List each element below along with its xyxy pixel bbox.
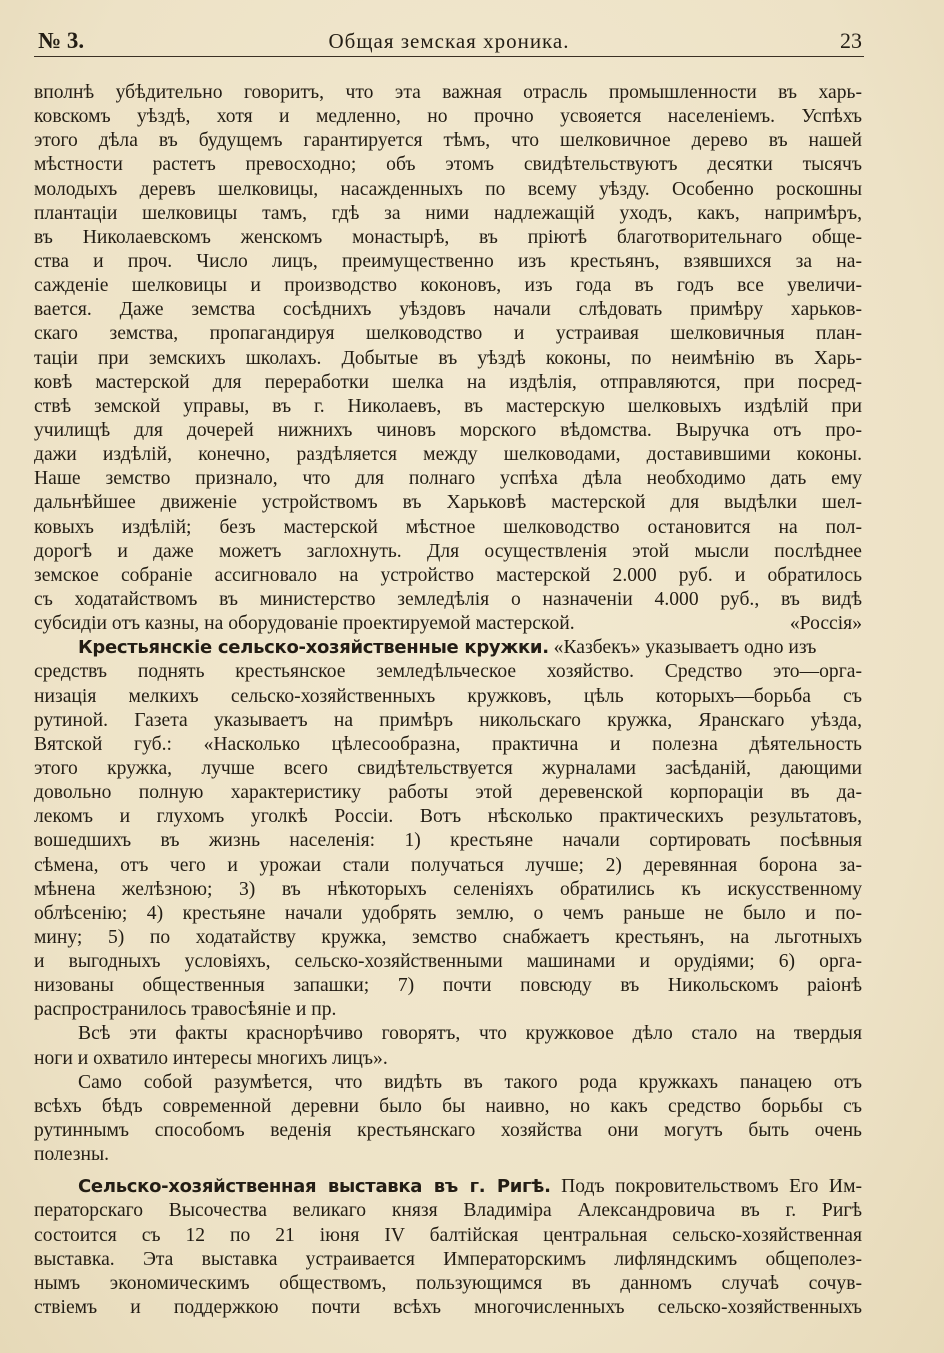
- text-line: ства и проч. Число лицъ, преимущественно изъ крестьянъ, взявшихся за на-: [34, 250, 862, 272]
- text-line: полезны.: [34, 1144, 110, 1166]
- page-header: [34, 26, 864, 57]
- text-line: дорогѣ и даже можетъ заглохнуть. Для осуществленія этой мысли послѣднее: [34, 540, 862, 562]
- text-line: выставка. Эта выставка устраивается Императорскимъ лифляндскимъ общеполез-: [34, 1248, 862, 1270]
- text-line: лекомъ и глухомъ уголкѣ Россіи. Вотъ нѣсколько практическихъ результатовъ,: [34, 806, 862, 828]
- text-line: Вятской губ.: «Насколько цѣлесообразна, практична и полезна дѣятельность: [34, 733, 862, 755]
- text-line: таціи при земскихъ школахъ. Добытые въ уѣздѣ коконы, по неимѣнію въ Харь-: [34, 347, 862, 369]
- section-gap: [34, 1167, 862, 1175]
- text-line: рутиной. Газета указываетъ на примѣръ никольскаго кружка, Яранскаго уѣзда,: [34, 709, 862, 731]
- section-first-line: [34, 1175, 862, 1199]
- text-line: сажденіе шелковицы и производство коконовъ, изъ года въ годъ все увеличи-: [34, 275, 862, 297]
- text-line: облѣсенію; 4) крестьяне начали удобрять землю, о чемъ раньше не было и по-: [34, 902, 862, 924]
- text-line-end: субсидіи отъ казны, на оборудованіе проектируемой мастерской.: [34, 613, 575, 635]
- text-line: ноги и охватило интересы многихъ лицъ».: [34, 1047, 388, 1069]
- text-line: земское собраніе ассигновало на устройство мастерской 2.000 руб. и обратилось: [34, 564, 862, 586]
- section-riga-exhibition: [34, 1175, 862, 1320]
- text-line: сѣмена, отъ чего и урожаи стали получаться лучше; 2) деревянная борона за-: [34, 854, 862, 876]
- text-line: средствъ поднять крестьянское земледѣльческое хозяйство. Средство это—орга-: [34, 661, 862, 683]
- text-line: Всѣ эти факты краснорѣчиво говорятъ, что кружковое дѣло стало на твердыя: [78, 1023, 862, 1045]
- text-line: этого кружка, лучше всего свидѣтельствуется журналами засѣданій, дающими: [34, 757, 862, 779]
- text-line: ператорскаго Высочества великаго князя Владиміра Александровича въ г. Ригѣ: [34, 1200, 862, 1222]
- text-line: ковѣ мастерской для переработки шелка на издѣлія, отправляются, при посред-: [34, 371, 862, 393]
- text-line: скаго земства, пропагандируя шелководство и устраивая шелковичныя план-: [34, 323, 862, 345]
- text-line-start: «Казбекъ» указываетъ одно изъ: [553, 637, 817, 659]
- text-line: дальнѣйшее движеніе устройствомъ въ Харьковѣ мастерской для выдѣлки шел-: [34, 492, 862, 514]
- page-number: 23: [840, 28, 862, 53]
- paragraph-silk: [34, 81, 862, 636]
- text-line: вается. Даже земства сосѣднихъ уѣздовъ начали слѣдовать примѣру харьков-: [34, 299, 862, 321]
- text-line: этого дѣла въ будущемъ гарантируется тѣмъ, что шелковичное дерево въ нашей: [34, 130, 862, 152]
- text-line: довольно полную характеристику работы этой деревенской корпораціи въ да-: [34, 782, 862, 804]
- running-title: Общая земская хроника.: [328, 29, 570, 53]
- text-line: всѣхъ бѣдъ современной деревни было бы наивно, но какъ средство борьбы съ: [34, 1095, 862, 1117]
- article-body: [34, 81, 862, 1320]
- text-line: вошедшихъ въ жизнь населенія: 1) крестьяне начали сортировать посѣвныя: [34, 830, 862, 852]
- text-line: мѣнена желѣзною; 3) въ нѣкоторыхъ селеніяхъ обратились къ искусственному: [34, 878, 862, 900]
- text-line-start: Подъ покровительствомъ Его Им-: [561, 1176, 862, 1198]
- text-line: [34, 612, 862, 636]
- text-line: рутиннымъ способомъ веденія крестьянскаго хозяйства они могутъ быть очень: [34, 1120, 862, 1142]
- text-line: распространилось травосѣяніе и пр.: [34, 999, 337, 1021]
- section-heading: Сельско-хозяйственная выставка въ г. Ригѣ.: [78, 1176, 551, 1198]
- text-line: вполнѣ убѣдительно говоритъ, что эта важная отрасль промышленности въ харь-: [34, 82, 862, 103]
- text-line: Наше земство признало, что для полнаго успѣха дѣла необходимо дать ему: [34, 468, 862, 490]
- text-line: низація мелкихъ сельско-хозяйственныхъ кружковъ, цѣль которыхъ—борьба съ: [34, 685, 862, 707]
- text-line: нымъ экономическимъ обществомъ, пользующимся въ данномъ случаѣ сочув-: [34, 1272, 862, 1294]
- text-line: плантаціи шелковицы тамъ, гдѣ за ними надлежащій уходъ, какъ, напримѣръ,: [34, 202, 862, 224]
- text-line: съ ходатайствомъ въ министерство земледѣлія о назначеніи 4.000 руб., въ видѣ: [34, 588, 862, 610]
- text-line: Само собой разумѣется, что видѣть въ такого рода кружкахъ панацею отъ: [78, 1071, 862, 1093]
- issue-number: № 3.: [38, 28, 85, 53]
- text-line: молодыхъ деревъ шелковицы, насажденныхъ по всему уѣзду. Особенно роскошны: [34, 178, 862, 200]
- text-line: мину; 5) по ходатайству кружка, земство снабжаетъ крестьянъ, на льготныхъ: [34, 926, 862, 948]
- section-peasant-circles: [34, 636, 862, 1167]
- text-line: въ Николаевскомъ женскомъ монастырѣ, въ пріютѣ благотворительнаго обще-: [34, 226, 862, 248]
- text-line: состоится съ 12 по 21 іюня IV балтійская центральная сельско-хозяйственная: [34, 1224, 862, 1246]
- text-line: низованы общественныя запашки; 7) почти повсюду въ Никольскомъ раіонѣ: [34, 975, 862, 997]
- text-line: дажи издѣлій, конечно, раздѣляется между шелководами, доставившими коконы.: [34, 444, 862, 466]
- text-line: ствѣ земской управы, въ г. Николаевъ, въ мастерскую шелковыхъ издѣлій при: [34, 395, 862, 417]
- text-line: ствіемъ и поддержкою почти всѣхъ многочисленныхъ сельско-хозяйственныхъ: [34, 1297, 862, 1319]
- section-first-line: [34, 636, 862, 660]
- text-line: училищѣ для дочерей нижнихъ чиновъ морского вѣдомства. Выручка отъ про-: [34, 419, 862, 441]
- source-attribution: «Россія»: [789, 613, 862, 635]
- text-line: мѣстности растетъ превосходно; объ этомъ свидѣтельствуютъ десятки тысячъ: [34, 154, 862, 176]
- text-line: и выгодныхъ условіяхъ, сельско-хозяйственными машинами и орудіями; 6) орга-: [34, 951, 862, 973]
- text-line: ковскомъ уѣздѣ, хотя и медленно, но прочно усвояется населеніемъ. Успѣхъ: [34, 106, 862, 128]
- section-heading: Крестьянскіе сельско-хозяйственные кружки.: [78, 637, 549, 659]
- text-line: ковыхъ издѣлій; безъ мастерской мѣстное шелководство остановится на пол-: [34, 516, 862, 538]
